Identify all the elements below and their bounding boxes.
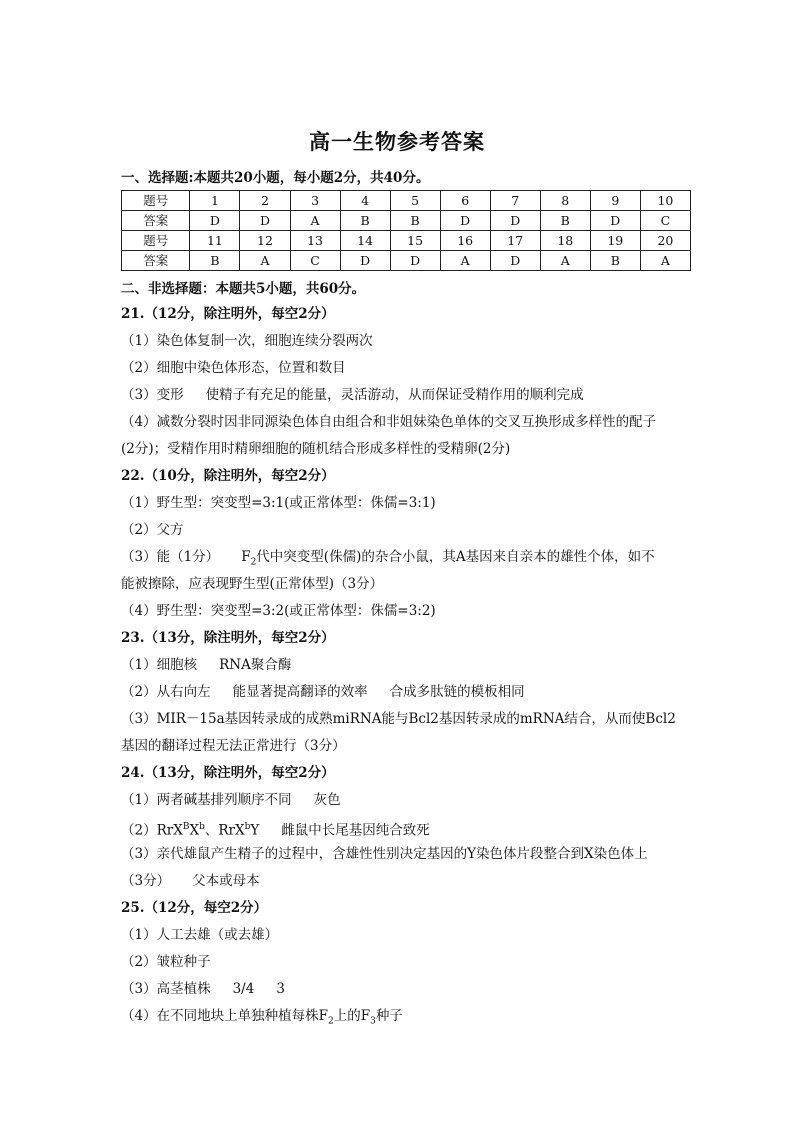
q21-answer-3 (121, 386, 584, 404)
table-cell: 6 (440, 191, 490, 211)
table-cell: B (390, 211, 440, 231)
q24-genotype-1: （2）RrX (121, 822, 183, 839)
table-cell: 5 (390, 191, 440, 211)
q24-genotype-2: X (189, 822, 200, 839)
q25-answer-4-sub-2: 3 (370, 1016, 376, 1027)
table-cell: D (490, 251, 540, 271)
table-cell: D (240, 211, 290, 231)
q25-answer-2: （2）皱粒种子 (121, 954, 211, 970)
row-label: 答案 (122, 251, 190, 271)
q21-answer-4-line-2: (2分)；受精作用时精卵细胞的随机结合形成多样性的受精卵(2分) (121, 441, 511, 457)
q25-answer-3-part-c: 3 (276, 981, 285, 997)
table-cell: D (440, 211, 490, 231)
q23-answer-2-part-a: （2）从右向左 (121, 684, 211, 700)
q24-answer-3-line-1: （3）亲代雄鼠产生精子的过程中，含雄性性别决定基因的Y染色体片段整合到X染色体上 (121, 846, 648, 862)
table-row (122, 211, 691, 231)
table-cell: 18 (540, 231, 590, 251)
q23-answer-3-line-2: 基因的翻译过程无法正常进行（3分） (121, 738, 346, 754)
q21-answer-4-line-1: （4）减数分裂时因非同源染色体自由组合和非姐妹染色单体的交叉互换形成多样性的配子 (121, 414, 657, 430)
page-title: 高一生物参考答案 (309, 129, 485, 154)
q25-answer-4 (121, 1007, 403, 1031)
q21-answer-3-part-a: （3）变形 (121, 387, 184, 403)
q22-answer-3-f-subscript: 2 (250, 557, 257, 568)
table-cell: B (540, 211, 590, 231)
table-cell: 2 (240, 191, 290, 211)
table-cell: 13 (290, 231, 340, 251)
q22-answer-3-f-label: F (241, 549, 251, 565)
table-cell: 9 (590, 191, 640, 211)
table-cell: 19 (590, 231, 640, 251)
table-cell: B (590, 251, 640, 271)
q22-answer-3-line-2: 能被擦除，应表现野生型(正常体型)（3分） (121, 576, 384, 592)
table-cell: 3 (290, 191, 340, 211)
q25-answer-4-sub-1: 2 (327, 1016, 334, 1027)
q24-answer-1 (121, 791, 341, 809)
q22-heading: 22.（10分，除注明外，每空2分） (121, 468, 335, 484)
q22-answer-3-line-1 (121, 548, 655, 572)
q23-heading: 23.（13分，除注明外，每空2分） (121, 630, 335, 646)
q21-answer-2: （2）细胞中染色体形态，位置和数目 (121, 360, 346, 376)
table-cell: A (540, 251, 590, 271)
section-2-heading: 二、非选择题：本题共5小题，共60分。 (121, 281, 366, 297)
table-cell: C (290, 251, 340, 271)
table-cell: 10 (640, 191, 690, 211)
table-cell: B (340, 211, 390, 231)
table-cell: A (240, 251, 290, 271)
table-cell: 7 (490, 191, 540, 211)
q24-answer-3-part-b: （3分） (121, 873, 171, 889)
q22-answer-1: （1）野生型：突变型=3:1(或正常体型：侏儒=3:1) (121, 495, 436, 511)
q24-genotype-sup-3: b (244, 822, 251, 832)
q22-answer-3-part-a: （3）能（1分） (121, 549, 220, 565)
table-cell: 20 (640, 231, 690, 251)
table-cell: 8 (540, 191, 590, 211)
table-cell: 14 (340, 231, 390, 251)
q24-genotype-3: 、RrX (204, 822, 245, 839)
q24-answer-2 (121, 818, 430, 840)
q22-answer-2: （2）父方 (121, 522, 184, 538)
table-row (122, 251, 691, 271)
q24-answer-1-part-a: （1）两者碱基排列顺序不同 (121, 792, 292, 808)
section-1-heading: 一、选择题:本题共20小题，每小题2分，共40分。 (121, 170, 430, 186)
table-cell: C (640, 211, 690, 231)
table-cell: 17 (490, 231, 540, 251)
q25-answer-3-part-b: 3/4 (232, 981, 255, 997)
q24-answer-1-part-b: 灰色 (313, 792, 341, 808)
q23-answer-2 (121, 683, 525, 701)
q24-answer-2-part-b: 雌鼠中长尾基因纯合致死 (281, 822, 430, 839)
table-cell: 4 (340, 191, 390, 211)
table-cell: 16 (440, 231, 490, 251)
table-row (122, 231, 691, 251)
q25-answer-4-part-b: 上的F (333, 1008, 371, 1024)
table-cell: D (190, 211, 240, 231)
table-cell: A (640, 251, 690, 271)
q23-answer-2-part-c: 合成多肽链的模板相同 (389, 684, 525, 700)
table-cell: D (490, 211, 540, 231)
table-cell: B (190, 251, 240, 271)
q21-heading: 21.（12分，除注明外，每空2分） (121, 306, 335, 322)
table-cell: D (340, 251, 390, 271)
table-cell: 15 (390, 231, 440, 251)
q21-answer-1: （1）染色体复制一次，细胞连续分裂两次 (121, 333, 373, 349)
q24-answer-3-part-c: 父本或母本 (192, 873, 260, 889)
q25-heading: 25.（12分，每空2分） (121, 900, 268, 916)
table-row (122, 191, 691, 211)
table-cell: 11 (190, 231, 240, 251)
row-label: 答案 (122, 211, 190, 231)
q24-answer-3-line-2 (121, 872, 260, 890)
q23-answer-1-part-b: RNA聚合酶 (219, 657, 292, 673)
table-cell: A (290, 211, 340, 231)
q25-answer-1: （1）人工去雄（或去雄） (121, 927, 279, 943)
q21-answer-3-part-b: 使精子有充足的能量，灵活游动，从而保证受精作用的顺利完成 (205, 387, 584, 403)
q22-answer-3-part-b: 代中突变型(侏儒)的杂合小鼠，其A基因来自亲本的雄性个体，如不 (256, 549, 655, 565)
table-cell: A (440, 251, 490, 271)
q23-answer-3-line-1: （3）MIR－15a基因转录成的成熟miRNA能与Bcl2基因转录成的mRNA结合，从而使Bcl2 (121, 711, 676, 727)
q23-answer-1-part-a: （1）细胞核 (121, 657, 198, 673)
q25-answer-4-part-c: 种子 (375, 1008, 403, 1024)
q25-answer-3-part-a: （3）高茎植株 (121, 981, 211, 997)
table-cell: 1 (190, 191, 240, 211)
table-cell: D (390, 251, 440, 271)
q24-genotype-4: Y (250, 822, 260, 839)
q24-genotype-sup-1: B (182, 822, 190, 832)
q23-answer-1 (121, 656, 291, 674)
answer-table (121, 190, 691, 271)
row-label: 题号 (122, 191, 190, 211)
q24-genotype-sup-2: b (199, 822, 205, 832)
table-cell: D (590, 211, 640, 231)
q25-answer-4-part-a: （4）在不同地块上单独种植每株F (121, 1008, 328, 1024)
q22-answer-4: （4）野生型：突变型=3:2(或正常体型：侏儒=3:2) (121, 603, 436, 619)
row-label: 题号 (122, 231, 190, 251)
table-cell: 12 (240, 231, 290, 251)
q25-answer-3 (121, 980, 285, 998)
q24-heading: 24.（13分，除注明外，每空2分） (121, 765, 335, 781)
q23-answer-2-part-b: 能显著提高翻译的效率 (232, 684, 368, 700)
